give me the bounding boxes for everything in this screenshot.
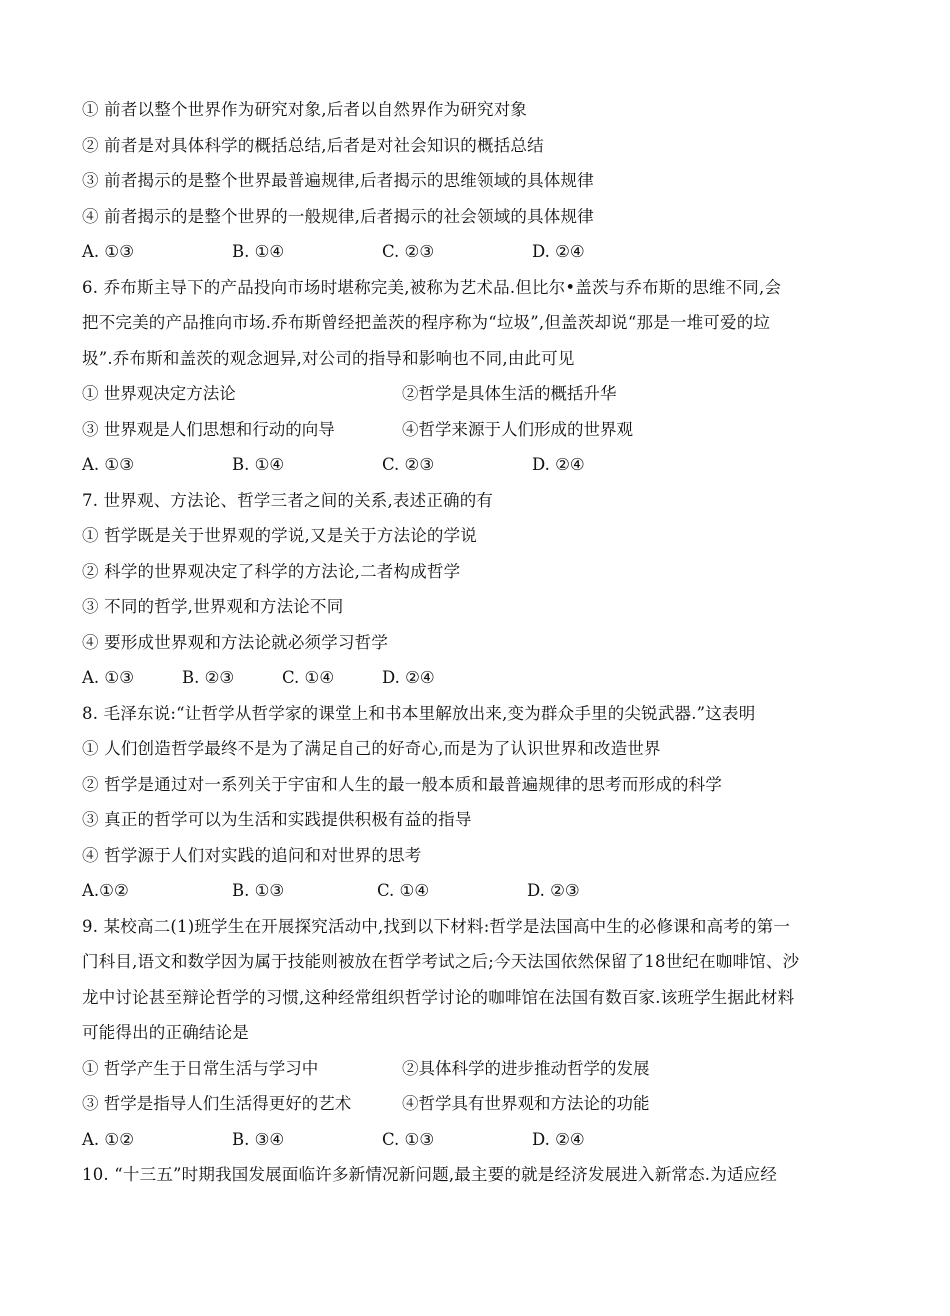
q9-choices: [82, 1122, 872, 1158]
q6-choice-c: C. ②③: [382, 455, 435, 474]
q5-option-3: ③ 前者揭示的是整个世界最普遍规律,后者揭示的思维领域的具体规律: [82, 171, 594, 190]
q7-option-4: ④ 要形成世界观和方法论就必须学习哲学: [82, 632, 389, 652]
q9-options-row-2: [82, 1086, 872, 1122]
q6-choice-b: B. ①④: [232, 455, 285, 474]
q7-option-3: ③ 不同的哲学,世界观和方法论不同: [82, 597, 344, 616]
q5-option-2: ② 前者是对具体科学的概括总结,后者是对社会知识的概括总结: [82, 135, 544, 155]
q5-option-1: ① 前者以整个世界作为研究对象,后者以自然界作为研究对象: [82, 100, 528, 119]
q8-stem: 8. 毛泽东说:“让哲学从哲学家的课堂上和书本里解放出来,变为群众手里的尖锐武器.”这表明: [82, 703, 756, 723]
q5-choice-c: C. ②③: [382, 242, 435, 261]
q6-stem-line-3: 圾”.乔布斯和盖茨的观念迥异,对公司的指导和影响也不同,由此可见: [82, 348, 575, 368]
q9-options-row-1: [82, 1051, 872, 1087]
q8-choice-d: D. ②③: [527, 881, 580, 900]
q6-choice-a: A. ①③: [82, 455, 134, 474]
q9-stem-line-3: 龙中讨论甚至辩论哲学的习惯,这种经常组织哲学讨论的咖啡馆在法国有数百家.该班学生据此材料: [82, 987, 795, 1007]
q6-stem-line-2: 把不完美的产品推向市场.乔布斯曾经把盖茨的程序称为“垃圾”,但盖茨却说“那是一堆可爱的垃: [82, 313, 771, 332]
q5-choice-d: D. ②④: [532, 242, 585, 261]
q7-choice-c: C. ①④: [282, 668, 335, 687]
q7-option-2: ② 科学的世界观决定了科学的方法论,二者构成哲学: [82, 561, 461, 581]
q9-option-2: ②具体科学的进步推动哲学的发展: [402, 1058, 650, 1078]
q5-choice-b: B. ①④: [232, 242, 285, 261]
q9-stem-line-4: 可能得出的正确结论是: [82, 1023, 249, 1042]
exam-page: [82, 92, 872, 1193]
q6-options-row-2: [82, 412, 872, 448]
q7-choice-d: D. ②④: [382, 668, 435, 687]
q8-option-1: ① 人们创造哲学最终不是为了满足自己的好奇心,而是为了认识世界和改造世界: [82, 739, 661, 758]
q9-option-1: ① 哲学产生于日常生活与学习中: [82, 1058, 319, 1078]
q6-choice-d: D. ②④: [532, 455, 585, 474]
q6-option-2: ②哲学是具体生活的概括升华: [402, 384, 617, 403]
q7-choice-a: A. ①③: [82, 668, 134, 687]
q7-choice-b: B. ②③: [182, 668, 235, 687]
q8-choices: [82, 873, 872, 909]
q6-option-3: ③ 世界观是人们思想和行动的向导: [82, 419, 335, 439]
q8-choice-a: A.①②: [82, 881, 129, 900]
q8-option-4: ④ 哲学源于人们对实践的追问和对世界的思考: [82, 845, 422, 865]
q6-options-row-1: [82, 376, 872, 412]
q9-stem-line-1: 9. 某校高二(1)班学生在开展探究活动中,找到以下材料:哲学是法国高中生的必修课和高考的第一: [82, 916, 791, 936]
q8-choice-b: B. ①③: [232, 881, 285, 900]
q10-stem: 10. “十三五”时期我国发展面临许多新情况新问题,最主要的就是经济发展进入新常态.为适应经: [82, 1165, 778, 1184]
q5-choice-a: A. ①③: [82, 242, 134, 261]
q7-choices: [82, 660, 872, 696]
q6-option-4: ④哲学来源于人们形成的世界观: [402, 419, 633, 439]
q8-choice-c: C. ①④: [377, 881, 430, 900]
q5-option-4: ④ 前者揭示的是整个世界的一般规律,后者揭示的社会领域的具体规律: [82, 206, 594, 226]
q8-option-2: ② 哲学是通过对一系列关于宇宙和人生的最一般本质和最普遍规律的思考而形成的科学: [82, 774, 723, 794]
q6-choices: [82, 447, 872, 483]
q9-choice-c: C. ①③: [382, 1129, 435, 1149]
q6-option-1: ① 世界观决定方法论: [82, 384, 236, 403]
q8-option-3: ③ 真正的哲学可以为生活和实践提供积极有益的指导: [82, 810, 472, 829]
q9-option-4: ④哲学具有世界观和方法论的功能: [402, 1094, 650, 1113]
q9-choice-b: B. ③④: [232, 1129, 285, 1149]
q9-option-3: ③ 哲学是指导人们生活得更好的艺术: [82, 1094, 352, 1113]
q6-stem-line-1: 6. 乔布斯主导下的产品投向市场时堪称完美,被称为艺术品.但比尔•盖茨与乔布斯的思维不同,会: [82, 277, 782, 297]
q9-stem-line-2: 门科目,语文和数学因为属于技能则被放在哲学考试之后;今天法国依然保留了18世纪在咖啡馆、沙: [82, 952, 800, 971]
q7-stem: 7. 世界观、方法论、哲学三者之间的关系,表述正确的有: [82, 490, 494, 510]
q5-choices: [82, 234, 872, 270]
q9-choice-d: D. ②④: [532, 1129, 585, 1149]
q9-choice-a: A. ①②: [82, 1129, 134, 1149]
q7-option-1: ① 哲学既是关于世界观的学说,又是关于方法论的学说: [82, 526, 477, 545]
